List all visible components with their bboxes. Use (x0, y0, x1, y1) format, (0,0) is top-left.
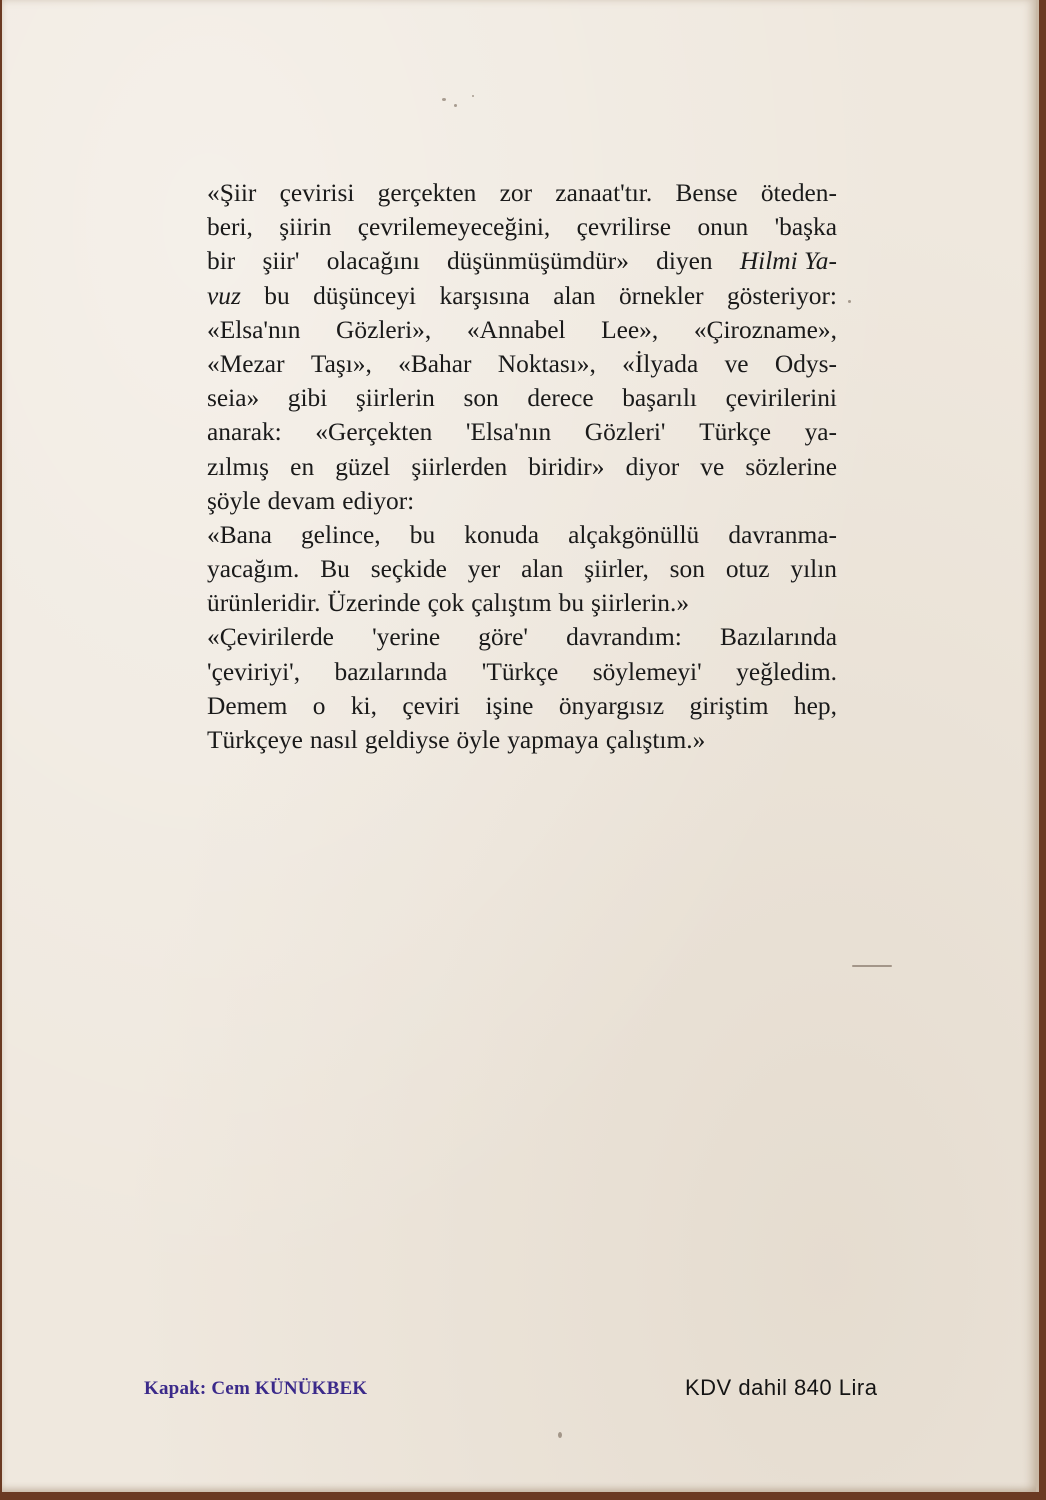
text-word: çeviri (402, 691, 461, 720)
text-word: biridir» (528, 452, 605, 481)
text-word: 'Türkçe (481, 657, 559, 686)
text-word: bir (207, 247, 236, 276)
text-word: çevirilerini (725, 384, 837, 413)
text-word: derece (527, 384, 594, 413)
text-word: zılmış (207, 452, 270, 481)
text-word: bu (409, 520, 436, 549)
text-word: «Şiir (207, 179, 257, 207)
text-word: işine (485, 691, 534, 720)
price-label: KDV dahil 840 Lira (685, 1375, 878, 1400)
text-word: öteden- (760, 179, 837, 207)
text-word: «Çevirilerde (207, 623, 334, 652)
text-word: karşısına (439, 281, 530, 310)
text-word: o (312, 691, 326, 720)
text-word: hep, (793, 691, 837, 720)
text-word: olacağını (326, 247, 420, 276)
text-word: nasıl (309, 726, 358, 754)
text-word: ve (700, 452, 725, 481)
text-word: en (290, 452, 315, 481)
text-word: bazılarında (334, 657, 448, 686)
text-word: anarak: (207, 418, 282, 447)
text-word: ya- (804, 418, 837, 447)
text-word: Bu (320, 555, 350, 584)
text-word: konuda (464, 520, 539, 549)
text-word: davrandım: (566, 623, 682, 652)
text-word: otuz (725, 555, 770, 584)
text-word: gerçekten (377, 179, 477, 207)
text-word: bu (558, 589, 585, 618)
text-word: Gözleri», (336, 315, 432, 344)
text-line (207, 450, 837, 484)
text-word: şöyle (207, 486, 261, 515)
text-word: «Gerçekten (315, 418, 433, 447)
text-line (207, 484, 837, 518)
text-word: örnekler (618, 281, 704, 310)
text-word: «Mezar (207, 349, 285, 378)
text-word: beri, (207, 213, 253, 242)
text-word: seia» (207, 384, 260, 413)
text-line (207, 415, 837, 449)
text-word: 'çeviriyi', (207, 657, 301, 686)
text-word: Demem (207, 691, 288, 720)
paper-speck (454, 104, 457, 107)
text-word: ki, (350, 691, 377, 720)
text-line (207, 689, 837, 723)
text-word: «Elsa'nın (207, 315, 301, 344)
text-word: alçakgönüllü (568, 520, 700, 549)
blurb-text (207, 176, 837, 757)
text-word: Bazılarında (719, 623, 837, 652)
text-word: giriştim (689, 691, 769, 720)
text-word: gösteriyor: (726, 281, 837, 310)
text-word: yapmaya (507, 726, 599, 754)
text-word: şiirlerden (411, 452, 508, 481)
text-word: diyen (656, 247, 713, 276)
cover-credit: Kapak: Cem KÜNÜKBEK (144, 1378, 368, 1399)
text-word: 'başka (774, 213, 837, 242)
text-word: vuz (207, 281, 241, 310)
text-word: söylemeyi' (592, 657, 702, 686)
text-line (207, 655, 837, 689)
text-word: şiirlerin (355, 384, 435, 413)
text-line (207, 620, 837, 654)
text-word: Türkçe (699, 418, 771, 447)
text-word: Lee», (601, 315, 659, 344)
text-word: 'Elsa'nın (465, 418, 552, 447)
text-word: Odys- (774, 349, 837, 378)
text-word: şiir' (262, 247, 300, 276)
text-word: zanaat'tır. (555, 179, 653, 207)
text-word: ediyor: (342, 486, 415, 515)
text-word: «Çirozname», (693, 315, 837, 344)
text-line (207, 723, 837, 757)
text-word: yılın (790, 555, 837, 584)
text-line (207, 552, 837, 586)
text-word: önyargısız (558, 691, 665, 720)
text-word: çalıştım (471, 589, 552, 618)
text-word: yeğledim. (736, 657, 837, 686)
text-word: sözlerine (745, 452, 837, 481)
paper-scratch (852, 965, 892, 967)
text-word: şiirler, (584, 555, 649, 584)
text-word: öyle (456, 726, 501, 754)
text-word: alan (521, 555, 564, 584)
text-word: davranma- (728, 520, 837, 549)
text-word: şiirlerin.» (591, 589, 690, 618)
text-word: onun (697, 213, 749, 242)
text-line (207, 244, 837, 278)
text-word: diyor (625, 452, 680, 481)
text-word: yer (467, 555, 501, 584)
text-line (207, 347, 837, 381)
text-word: Noktası», (497, 349, 596, 378)
text-line (207, 279, 837, 313)
text-line (207, 381, 837, 415)
text-word: başarılı (622, 384, 697, 413)
text-word: bu (264, 281, 290, 310)
text-word: alan (553, 281, 596, 310)
paper-speck (848, 300, 851, 303)
book-back-cover (2, 0, 1039, 1492)
text-word: Hilmi Ya- (739, 247, 837, 276)
text-word: seçkide (370, 555, 447, 584)
text-word: düşünceyi (313, 281, 417, 310)
text-word: Gözleri' (584, 418, 666, 447)
text-word: düşünmüşümdür» (446, 247, 629, 276)
text-word: çevrilirse (576, 213, 672, 242)
paper-speck (472, 95, 474, 97)
text-word: yacağım. (207, 555, 300, 584)
text-word: «Annabel (466, 315, 566, 344)
text-word: gelince, (300, 520, 381, 549)
text-line (207, 210, 837, 244)
text-word: çalıştım.» (605, 726, 706, 754)
text-word: ürünleridir. (207, 589, 321, 618)
text-word: çok (427, 589, 465, 618)
text-word: çevrilemeyeceğini, (357, 213, 551, 242)
text-word: devam (267, 486, 336, 515)
text-word: ve (724, 349, 749, 378)
text-word: güzel (335, 452, 391, 481)
text-line (207, 586, 837, 620)
text-word: çevirisi (279, 179, 355, 207)
text-word: gibi (287, 384, 328, 413)
text-line (207, 313, 837, 347)
text-word: geldiyse (364, 726, 450, 754)
text-word: «Bana (207, 520, 272, 549)
text-line (207, 176, 837, 210)
text-word: son (669, 555, 705, 584)
text-word: Türkçeye (207, 726, 303, 754)
text-word: «İlyada (622, 349, 699, 378)
text-line (207, 518, 837, 552)
paper-speck (558, 1432, 562, 1438)
paper-speck (442, 98, 446, 101)
text-word: «Bahar (398, 349, 472, 378)
text-word: Taşı», (310, 349, 372, 378)
text-word: Üzerinde (327, 589, 421, 618)
text-word: son (463, 384, 499, 413)
text-word: 'yerine (372, 623, 441, 652)
text-word: şiirin (279, 213, 332, 242)
text-word: zor (499, 179, 533, 207)
text-word: göre' (478, 623, 528, 652)
text-word: Bense (675, 179, 738, 207)
